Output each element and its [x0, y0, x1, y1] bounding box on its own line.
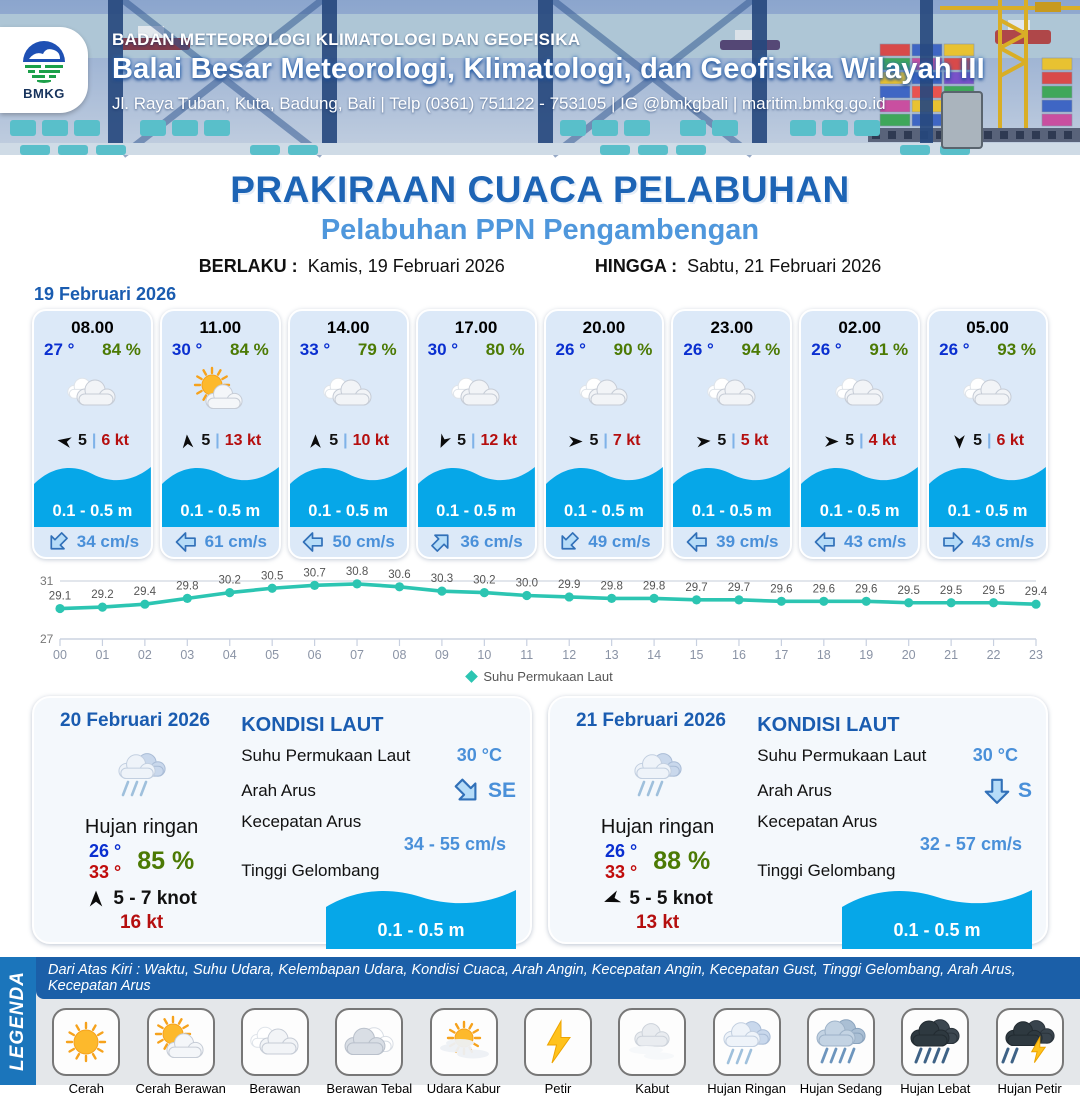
wave-height-label: Tinggi Gelombang	[757, 861, 896, 880]
cerah-berawan-icon	[162, 360, 279, 426]
legend-items	[36, 999, 1080, 1096]
hourly-wind-row	[418, 426, 535, 456]
hourly-current-row	[290, 527, 407, 557]
berawan-icon	[418, 360, 535, 426]
current-direction-label: Arah Arus	[757, 781, 832, 800]
svg-text:10: 10	[477, 648, 492, 662]
svg-text:29.7: 29.7	[727, 581, 751, 594]
hourly-temperature: 30 °	[427, 340, 459, 359]
wind-direction-icon	[567, 433, 584, 450]
legend-item-hujan-petir	[986, 1008, 1074, 1096]
daily-humidity: 85 %	[137, 847, 195, 876]
cerah-icon	[52, 1008, 120, 1076]
wind-speed: 5	[845, 432, 855, 449]
current-direction-icon	[301, 530, 325, 554]
daily-condition: Hujan ringan	[84, 816, 199, 838]
daily-temp-max: 33 °	[604, 861, 638, 882]
wind-gust: 5 kt	[740, 432, 769, 449]
svg-text:11: 11	[520, 648, 534, 662]
current-direction-icon	[41, 525, 75, 559]
hourly-temperature: 33 °	[299, 340, 331, 359]
forecast-day-label: 19 Februari 2026	[34, 284, 177, 304]
hourly-wind-row	[546, 426, 663, 456]
cerah-berawan-icon	[147, 1008, 215, 1076]
hourly-wind-row	[801, 426, 918, 456]
wind-direction-icon	[695, 432, 713, 450]
hourly-humidity: 80 %	[485, 340, 525, 359]
wind-direction-icon	[823, 433, 840, 450]
berlaku-label: BERLAKU :	[198, 256, 298, 276]
wave-band	[673, 460, 790, 527]
wave-band	[34, 460, 151, 527]
legend-item-label: Hujan Petir	[997, 1081, 1062, 1096]
divider: |	[859, 432, 864, 449]
berawan-icon	[546, 360, 663, 426]
divider: |	[343, 432, 348, 449]
svg-text:29.8: 29.8	[642, 580, 666, 593]
svg-text:15: 15	[689, 648, 704, 662]
svg-text:14: 14	[647, 648, 662, 662]
hourly-current-row	[546, 527, 663, 557]
hingga-label: HINGGA :	[594, 256, 678, 276]
current-direction-icon	[552, 525, 586, 559]
current-speed-label: Kecepatan Arus	[241, 812, 362, 831]
wind-direction-icon	[86, 889, 106, 909]
divider: |	[471, 432, 476, 449]
svg-text:31: 31	[40, 574, 54, 588]
wave-band	[929, 460, 1046, 527]
divider: |	[215, 432, 220, 449]
svg-text:29.8: 29.8	[600, 580, 623, 593]
agency-name: BADAN METEOROLOGI KLIMATOLOGI DAN GEOFISIKA	[112, 30, 581, 49]
wind-gust: 10 kt	[352, 432, 390, 449]
hourly-current-row	[418, 527, 535, 557]
legend-item-hujan-ringan	[703, 1008, 791, 1096]
current-speed-label: Kecepatan Arus	[757, 812, 878, 831]
hourly-humidity: 93 %	[997, 340, 1036, 359]
current-speed-value: 34 - 55 cm/s	[403, 834, 506, 854]
svg-text:16: 16	[732, 648, 746, 662]
svg-text:27: 27	[40, 632, 54, 646]
legend-item-label: Hujan Ringan	[707, 1081, 787, 1096]
svg-text:29.8: 29.8	[176, 580, 199, 593]
hourly-humidity: 79 %	[357, 340, 397, 359]
hourly-current-row	[162, 527, 279, 557]
legend-item-label: Hujan Sedang	[799, 1081, 883, 1096]
berlaku-value: Kamis, 19 Februari 2026	[307, 256, 505, 276]
daily-condition: Hujan ringan	[600, 816, 715, 838]
berawan-icon	[929, 360, 1046, 426]
berawan-icon	[673, 360, 790, 426]
port-name: Pelabuhan PPN Pengambengan	[320, 214, 760, 246]
wave-height: 0.1 - 0.5 m	[947, 502, 1028, 520]
hourly-temperature: 27 °	[44, 340, 75, 359]
hourly-forecast-row	[32, 309, 1048, 559]
svg-text:09: 09	[434, 648, 449, 662]
legend-series-label: Suhu Permukaan Laut	[483, 669, 613, 684]
legend-item-berawan-tebal	[325, 1008, 413, 1096]
legend-item-label: Kabut	[635, 1081, 670, 1096]
petir-icon	[524, 1008, 592, 1076]
hourly-time: 17.00	[454, 318, 498, 337]
legend-item-cerah-berawan	[137, 1008, 225, 1096]
svg-text:29.5: 29.5	[939, 584, 963, 597]
wind-gust: 13 kt	[224, 432, 262, 449]
legend-item-kabut	[608, 1008, 696, 1096]
svg-text:08: 08	[392, 648, 407, 662]
current-direction-label: Arah Arus	[241, 781, 316, 800]
current-direction-text: S	[1017, 779, 1032, 802]
wave-height: 0.1 - 0.5 m	[436, 502, 516, 520]
wave-height: 0.1 - 0.5 m	[564, 502, 644, 520]
hourly-time: 23.00	[710, 318, 754, 337]
hourly-card-02.00	[799, 309, 920, 559]
current-direction-icon	[685, 530, 709, 554]
wind-gust: 6 kt	[996, 432, 1025, 449]
daily-temp-min: 26 °	[604, 841, 638, 861]
svg-text:23: 23	[1029, 648, 1043, 662]
hujan-ringan-icon	[87, 732, 197, 816]
daily-gust: 16 kt	[119, 912, 164, 934]
current-speed: 49 cm/s	[588, 532, 651, 551]
legend-item-hujan-lebat	[891, 1008, 979, 1096]
hourly-humidity: 84 %	[230, 340, 269, 359]
header-banner	[0, 0, 1080, 155]
wave-band	[162, 460, 279, 527]
daily-wind-range: 5 - 7 knot	[113, 888, 197, 910]
sst-chart-plot	[34, 567, 1046, 667]
hourly-wind-row	[34, 426, 151, 456]
current-direction-icon	[174, 530, 198, 554]
legend-section	[0, 957, 1080, 1096]
legend-item-label: Hujan Lebat	[900, 1081, 971, 1096]
divider: |	[91, 432, 97, 449]
daily-gust: 13 kt	[635, 912, 680, 934]
wind-direction-icon	[179, 432, 197, 450]
legend-item-cerah	[42, 1008, 130, 1096]
berawan-icon	[241, 1008, 309, 1076]
current-speed: 61 cm/s	[204, 532, 267, 551]
svg-text:19: 19	[859, 648, 874, 662]
page-title: PRAKIRAAN CUACA PELABUHAN	[230, 169, 850, 210]
kabut-icon	[618, 1008, 686, 1076]
legend-item-label: Cerah	[68, 1081, 105, 1096]
sst-line-chart	[34, 567, 1046, 662]
divider: |	[986, 432, 992, 449]
wind-direction-icon	[307, 433, 324, 450]
svg-text:04: 04	[222, 648, 237, 662]
hourly-current-row	[801, 527, 918, 557]
bmkg-logo	[0, 27, 88, 113]
svg-text:07: 07	[350, 648, 364, 662]
legend-item-label: Berawan	[249, 1081, 301, 1096]
svg-text:29.2: 29.2	[91, 589, 114, 602]
svg-text:29.1: 29.1	[48, 590, 72, 603]
legend-item-label: Berawan Tebal	[326, 1081, 413, 1096]
svg-text:29.6: 29.6	[855, 583, 878, 596]
wind-speed: 5	[589, 432, 599, 449]
hourly-card-23.00	[671, 309, 792, 559]
wave-height-value: 0.1 - 0.5 m	[377, 920, 465, 940]
divider: |	[731, 432, 736, 449]
svg-text:30.5: 30.5	[260, 570, 284, 583]
legend-band-label: LEGENDA	[7, 971, 28, 1071]
wind-direction-icon	[951, 433, 968, 450]
hourly-temperature: 26 °	[811, 340, 842, 359]
svg-text:30.2: 30.2	[473, 574, 496, 587]
udara-kabur-icon	[430, 1008, 498, 1076]
hourly-wind-row	[290, 426, 407, 456]
svg-text:29.4: 29.4	[133, 586, 157, 599]
hourly-card-14.00	[288, 309, 409, 559]
svg-text:30.0: 30.0	[515, 577, 538, 590]
current-direction-icon	[941, 530, 965, 554]
svg-text:02: 02	[137, 648, 152, 662]
svg-text:30.6: 30.6	[388, 568, 411, 581]
wave-height: 0.1 - 0.5 m	[180, 502, 261, 520]
svg-text:29.7: 29.7	[685, 581, 708, 594]
hourly-wind-row	[673, 426, 790, 456]
wave-height-value: 0.1 - 0.5 m	[893, 920, 981, 940]
legend-item-label: Cerah Berawan	[135, 1081, 226, 1096]
hujan-ringan-icon	[603, 732, 713, 816]
wave-band	[326, 883, 516, 949]
wave-band	[418, 460, 535, 527]
wind-gust: 7 kt	[612, 432, 641, 449]
sst-chart	[34, 567, 1046, 684]
svg-text:13: 13	[604, 648, 619, 662]
svg-text:29.5: 29.5	[897, 584, 920, 597]
hourly-time: 02.00	[838, 318, 881, 337]
svg-text:03: 03	[180, 648, 195, 662]
svg-text:20: 20	[901, 648, 916, 662]
hourly-current-row	[929, 527, 1046, 557]
current-speed: 39 cm/s	[716, 532, 779, 551]
wind-speed: 5	[717, 432, 727, 449]
hourly-current-row	[673, 527, 790, 557]
svg-text:05: 05	[265, 648, 280, 662]
hourly-temperature: 30 °	[171, 340, 203, 359]
daily-temp-min: 26 °	[88, 841, 122, 861]
legend-item-udara-kabur	[420, 1008, 508, 1096]
current-direction-icon	[446, 770, 488, 812]
sst-label: Suhu Permukaan Laut	[757, 745, 927, 765]
hourly-humidity: 90 %	[613, 340, 653, 359]
wind-speed: 5	[201, 432, 211, 449]
wave-band	[546, 460, 663, 527]
daily-forecast-row	[32, 696, 1048, 944]
berawan-tebal-icon	[335, 1008, 403, 1076]
svg-text:29.6: 29.6	[770, 583, 793, 596]
svg-text:29.4: 29.4	[1024, 586, 1048, 599]
hourly-time: 05.00	[966, 318, 1009, 337]
current-direction-icon	[813, 530, 837, 554]
hourly-humidity: 91 %	[869, 340, 909, 359]
wave-height: 0.1 - 0.5 m	[819, 502, 900, 520]
wind-speed: 5	[77, 432, 87, 449]
wind-direction-icon	[600, 887, 626, 913]
svg-text:17: 17	[774, 648, 789, 662]
sst-value: 30 °C	[972, 745, 1018, 765]
current-speed: 43 cm/s	[843, 532, 907, 551]
hourly-card-05.00	[927, 309, 1048, 559]
wave-band	[842, 883, 1032, 949]
sea-condition-title: KONDISI LAUT	[241, 714, 384, 736]
berawan-icon	[801, 360, 918, 426]
sst-label: Suhu Permukaan Laut	[241, 745, 411, 765]
legend-item-hujan-sedang	[797, 1008, 885, 1096]
daily-wind-row	[602, 888, 712, 910]
bmkg-logo-label: BMKG	[23, 86, 65, 101]
hourly-humidity: 94 %	[741, 340, 781, 359]
berawan-icon	[290, 360, 407, 426]
hourly-temperature: 26 °	[683, 340, 714, 359]
legend-item-berawan	[231, 1008, 319, 1096]
sea-condition-title: KONDISI LAUT	[757, 714, 900, 736]
hourly-humidity: 84 %	[102, 340, 141, 359]
hourly-card-20.00	[544, 309, 665, 559]
wind-gust: 12 kt	[480, 432, 517, 449]
svg-text:21: 21	[944, 648, 959, 662]
daily-date: 21 Februari 2026	[576, 710, 726, 731]
wave-height: 0.1 - 0.5 m	[691, 502, 772, 520]
hujan-lebat-icon	[901, 1008, 969, 1076]
svg-text:06: 06	[307, 648, 322, 662]
svg-text:30.7: 30.7	[303, 567, 326, 580]
hourly-card-17.00	[416, 309, 537, 559]
svg-text:30.3: 30.3	[430, 573, 454, 586]
wind-speed: 5	[329, 432, 339, 449]
current-direction-icon	[982, 776, 1012, 806]
hourly-card-08.00	[32, 309, 153, 559]
validity-row	[0, 256, 1080, 277]
wave-band	[290, 460, 407, 527]
hourly-wind-row	[929, 426, 1046, 456]
wind-gust: 6 kt	[101, 432, 129, 449]
daily-temp-max: 33 °	[88, 861, 122, 882]
current-speed-value: 32 - 57 cm/s	[919, 834, 1022, 854]
daily-date: 20 Februari 2026	[60, 710, 210, 731]
legend-item-label: Udara Kabur	[426, 1081, 501, 1096]
wind-speed: 5	[973, 432, 982, 449]
office-name: Balai Besar Meteorologi, Klimatologi, dan Geofisika Wilayah III	[112, 53, 985, 85]
sst-chart-legend	[34, 669, 1046, 684]
bmkg-logo-icon	[21, 39, 67, 85]
hourly-current-row	[34, 527, 151, 557]
hujan-petir-icon	[996, 1008, 1064, 1076]
hourly-temperature: 26 °	[939, 340, 970, 359]
daily-wind-row	[86, 888, 196, 910]
legend-item-petir	[514, 1008, 602, 1096]
wind-direction-icon	[55, 431, 75, 451]
daily-wind-range: 5 - 5 knot	[629, 888, 713, 910]
legend-marker-icon	[465, 670, 478, 683]
current-speed: 43 cm/s	[971, 532, 1035, 551]
wind-gust: 4 kt	[868, 432, 897, 449]
legend-item-label: Petir	[544, 1081, 572, 1096]
wave-height: 0.1 - 0.5 m	[308, 502, 389, 520]
current-speed: 50 cm/s	[332, 532, 395, 551]
hourly-time: 14.00	[326, 318, 370, 337]
current-direction-icon	[424, 525, 458, 559]
svg-text:18: 18	[816, 648, 831, 662]
wind-speed: 5	[457, 432, 467, 449]
legend-caption: Dari Atas Kiri : Waktu, Suhu Udara, Kelembapan Udara, Kondisi Cuaca, Arah Angin, Kecepatan Angin, Kecepatan Gust, Tinggi Gelombang, Arah Arus, Kecepatan Arus	[36, 957, 1080, 999]
wave-height-label: Tinggi Gelombang	[241, 861, 380, 880]
hingga-value: Sabtu, 21 Februari 2026	[687, 256, 882, 276]
svg-text:29.6: 29.6	[812, 583, 836, 596]
contact-line: Jl. Raya Tuban, Kuta, Badung, Bali | Telp (0361) 751122 - 753105 | IG @bmkgbali | maritim.bmkg.go.id	[112, 94, 886, 113]
svg-text:29.9: 29.9	[558, 578, 581, 591]
svg-text:12: 12	[562, 648, 577, 662]
svg-text:30.2: 30.2	[218, 574, 241, 587]
hourly-wind-row	[162, 426, 279, 456]
wind-direction-icon	[432, 430, 455, 453]
hujan-ringan-icon	[713, 1008, 781, 1076]
daily-humidity: 88 %	[653, 847, 711, 876]
wave-height: 0.1 - 0.5 m	[52, 502, 133, 520]
svg-text:29.5: 29.5	[982, 584, 1005, 597]
legend-band	[0, 957, 36, 1085]
svg-text:22: 22	[986, 648, 1001, 662]
svg-text:30.8: 30.8	[345, 565, 369, 578]
hourly-time: 08.00	[71, 318, 114, 337]
wave-band	[801, 460, 918, 527]
current-direction-text: SE	[487, 779, 516, 802]
daily-card-20	[32, 696, 532, 944]
berawan-icon	[34, 360, 151, 426]
hourly-temperature: 26 °	[555, 340, 586, 359]
svg-text:01: 01	[95, 648, 110, 662]
divider: |	[603, 432, 608, 449]
sst-value: 30 °C	[456, 745, 502, 765]
hourly-card-11.00	[160, 309, 281, 559]
hujan-sedang-icon	[807, 1008, 875, 1076]
hourly-time: 20.00	[582, 318, 626, 337]
hourly-time: 11.00	[199, 318, 242, 337]
current-speed: 34 cm/s	[76, 532, 140, 551]
daily-card-21	[548, 696, 1048, 944]
svg-text:00: 00	[53, 648, 67, 662]
current-speed: 36 cm/s	[460, 532, 523, 551]
